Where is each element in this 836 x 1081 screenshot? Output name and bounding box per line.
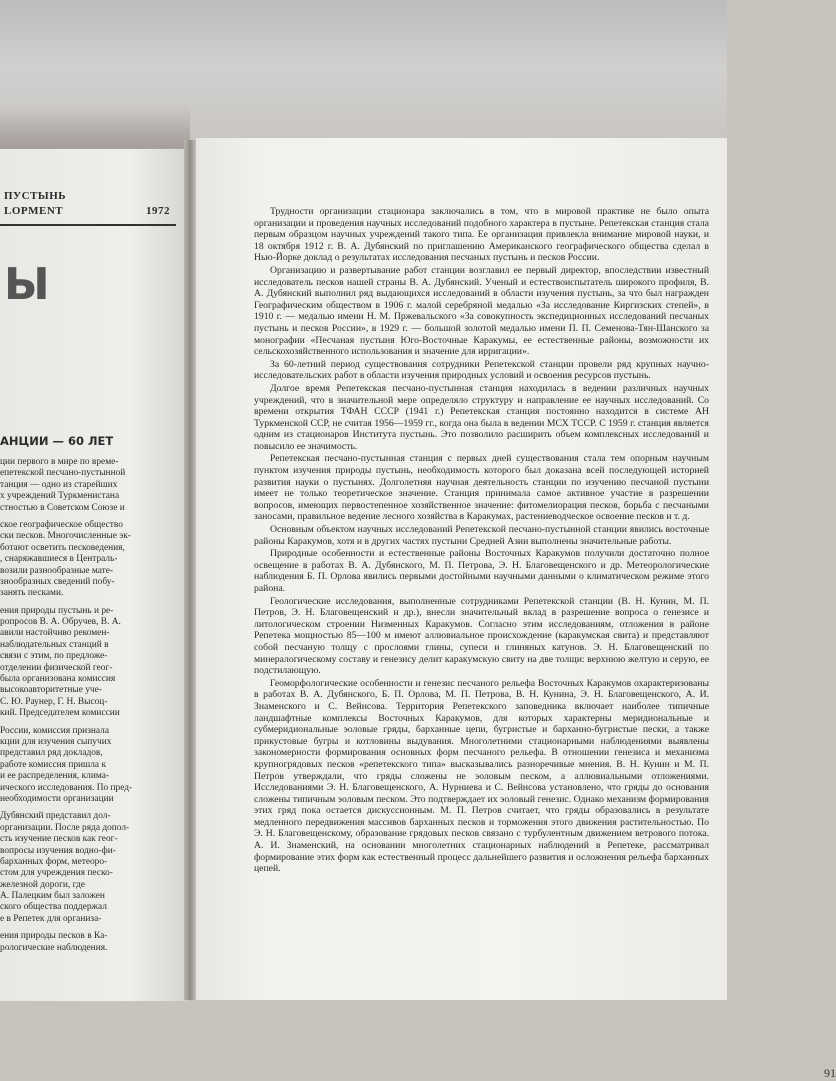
left-page-line: танция — одно из старейших	[0, 479, 118, 490]
left-page-line: знообразных сведений побу-	[0, 576, 115, 587]
header-year: 1972	[146, 205, 170, 217]
left-page-line: железной дороги, где	[0, 879, 85, 890]
left-page-line: была организована комиссия	[0, 674, 116, 685]
right-page-body	[254, 206, 709, 876]
right-page	[196, 138, 836, 1080]
left-page-line: авили настойчиво рекомен-	[0, 628, 110, 639]
left-page-line: х учреждений Туркменистана	[0, 491, 120, 502]
left-page-line: ения природы песков в Ка-	[0, 931, 108, 942]
left-page-line: наблюдательных станций в	[0, 639, 109, 650]
left-page-line: ского общества поддержал	[0, 902, 107, 913]
left-page-line: вопросы изучения водно-фи-	[0, 845, 116, 856]
left-page-line: А. Палецким был заложен	[0, 891, 105, 902]
body-paragraph: За 60-летний период существования сотрудники Репетекской станции провели ряд крупных научно-исследовательских работ в области изучения природных условий и освоения ресурсов пустынь.	[254, 358, 709, 382]
left-page-line: ропросов В. А. Обручев, В. А.	[0, 617, 121, 628]
left-page-line: ции первого в мире по време-	[0, 457, 119, 467]
section-title: АНЦИИ — 60 ЛЕТ	[0, 434, 114, 448]
left-page-line: кий. Председателем комиссии	[0, 708, 120, 719]
left-page-line: работе комиссия пришла к	[0, 759, 106, 770]
left-page-line: епетекской песчано-пустынной	[0, 468, 126, 479]
left-page-line: занять песками.	[0, 588, 64, 599]
left-page-line: высокоавторитетные уче-	[0, 685, 102, 696]
left-page-line: представил ряд докладов,	[0, 748, 103, 759]
left-page-line: ения природы пустынь и ре-	[0, 605, 114, 616]
left-page-line: России, комиссия признала	[0, 725, 110, 736]
left-page-line: ское географическое общество	[0, 519, 123, 530]
left-page-line: С. Ю. Раунер, Г. Н. Высоц-	[0, 696, 108, 707]
left-page-line: отделении физической геог-	[0, 662, 113, 673]
left-page-line: ического исследования. По пред-	[0, 782, 133, 793]
header-line-2: LOPMENT	[4, 205, 64, 217]
header-line-1: ПУСТЫНЬ	[4, 190, 67, 202]
body-paragraph: Геоморфологические особенности и генезис песчаного рельефа Восточных Каракумов охарактеризованы в работах В. А. Дубянского, Б. П. Орлова, М. П. Петрова, В. Н. Кунина, Э. Н. Благовещенского, А. И. Знаменского и С. Вейнсова. Территория Репетекского заповедника включает наиболее типичные ландшафтные комплексы Восточных Каракумов, для которых характерны меридиональные и субмеридиональные эоловые гряды, барханные цепи, бугристые и барханно-бугристые пески, а также прикустовые бугры и котловины выдувания. Многолетними стационарными наблюдениями выявлены закономерности формирования основных форм песчаного рельефа. В отношении генезиса и механизма крупногрядовых песков «репетекского типа» высказывались разноречивые мнения. В. Н. Кунин и М. П. Петров утверждали, что гряды сложены не эоловым песком, а аллювиальными отложениями. Исследованиями Э. Н. Благовещенского, А. Нурниева и С. Вейнсова установлено, что гряды до основания сложены типичным эоловым песком. Это подтверждает их эоловый генезис. Однако механизм формирования этих гряд пока остается дискуссионным. М. П. Петров считает, что гряды образовались в результате медленного передвижения массивов барханных песков и торможения этого движения растительностью. По Э. Н. Благовещенскому, образование грядовых песков связано с турбулентным движением ветрового потока. А. И. Знаменский, на основании многолетних стационарных наблюдений в Репетеке, рассматривал формирование этих форм как естественный процесс дальнейшего развития и осложнения рельефа барханных цепей.	[254, 677, 709, 875]
left-page-line: организации. После ряда допол-	[0, 822, 130, 833]
left-page-line: стностью в Советском Союзе и	[0, 502, 125, 513]
left-page-line: Дубянский представил дол-	[0, 811, 111, 822]
left-page-line: кции для изучения сыпучих	[0, 736, 112, 747]
left-page-column	[0, 457, 182, 954]
left-page-header	[4, 189, 180, 219]
left-page-line: сть изучение песков как геог-	[0, 834, 118, 845]
left-page-line: ски песков. Многочисленные эк-	[0, 531, 131, 542]
body-paragraph: Трудности организации стационара заключались в том, что в мировой практике не было опыта организации и проведения научных исследований подобного характера в пустыне. Репетекская станция стала первым образцом научных учреждений такого типа. Ее организация привлекла внимание мировой науки, и 18 октября 1912 г. В. А. Дубянский по приглашению Американского географического общества сделал в Нью-Йорке доклад о результатах исследования песчаных пустынь и песков России.	[254, 206, 709, 264]
body-paragraph: Репетекская песчано-пустынная станция с первых дней существования стала тем опорным научным пунктом изучения природы пустынь, необходимость которого был доказана всей последующей историей развития науки о пустынях. Долголетняя научная деятельность станции по изучению песчаной пустыни имеет не только теоретическое значение. Станция принимала самое активное участие в разрешении вопросов, имеющих первостепенное хозяйственное значение: фитомелиорация песков, борьба с песчаными заносами, правильное ведение лесного хозяйства в Каракумах, растениеводческое освоение песков и т. д.	[254, 453, 709, 523]
body-paragraph: Геологические исследования, выполненные сотрудниками Репетекской станции (В. Н. Кунин, М. П. Петров, Э. Н. Благовещенский и др.), внесли значительный вклад в разрешение вопроса о генезисе и литологическом строении Низменных Каракумов. Согласно этим исследованиям, отложения в районе Репетека мощностью 85—100 м имеют аллювиальное происхождение (каракумская свита) и представляют собой песчаную толщу с прослоями глины, супеси и глиняных катунов. Э. Н. Благовещенский по минералогическому составу и генезису делит каракумскую свиту на две толщи: верхнюю желтую и серую, ее подстилающую.	[254, 595, 709, 677]
left-page-line: барханных форм, метеоро-	[0, 856, 108, 867]
body-paragraph: Природные особенности и естественные районы Восточных Каракумов получили достаточно полное освещение в работах В. А. Дубянского, М. П. Петрова, Э. Н. Благовещенского и др. Метеорологические наблюдения Б. П. Орлова явились первыми достойными научными данными о климатическом режиме этого района.	[254, 548, 709, 594]
body-paragraph: Основным объектом научных исследований Репетекской песчано-пустынной станции явились восточные районы Каракумов, хотя и в других частях пустыни Средней Азии выполнены значительные работы.	[254, 524, 709, 547]
body-paragraph: Долгое время Репетекская песчано-пустынная станция находилась в ведении различных научных учреждений, что в значительной мере определяло структуру и направление ее научных исследований. Со времени открытия ТФАН СССР (1941 г.) Репетекская станция постоянно находится в системе АН Туркменской ССР, не считая 1956—1959 гг., когда она была в ведении МСХ ТССР. С 1959 г. станция является одним из стационаров Института пустынь. Это позволило расширить объем комплексных исследований и повысило ее значимость.	[254, 382, 709, 452]
left-page-line: , снаряжавшиеся в Централь-	[0, 554, 118, 565]
left-page-line: стом для учреждения песко-	[0, 868, 113, 879]
left-page-line: рологические наблюдения.	[0, 942, 108, 953]
left-page-line: связи с этим, по предложе-	[0, 651, 108, 662]
title-fragment: Ы	[4, 259, 50, 310]
left-page-line: необходимости организации	[0, 793, 114, 804]
left-page-line: возили разнообразные мате-	[0, 565, 114, 576]
body-paragraph: Организацию и развертывание работ станции возглавил ее первый директор, впоследствии известный исследователь песков нашей страны В. А. Дубянский. Ученый и естествоиспытатель широкого профиля, В. А. Дубянский выполнил ряд выдающихся исследований в области изучения пустынь, за что был награжден Географическим обществом в 1906 г. малой серебряной медалью «За исследование Киргизских степей», в 1910 г. — медалью имени Н. М. Пржевальского «За совокупность экспедиционных исследований песчаных пустынь и песков России», в 1929 г. — большой золотой медалью имени П. П. Семенова-Тян-Шанского за монографии «Песчаная пустыня Юго-Восточные Каракумы, ее естественные районы, возможности их сельскохозяйственного использования и значение для ирригации».	[254, 264, 709, 358]
page-number: 91	[824, 1066, 836, 1080]
left-page-line: ботают осветить песковедения,	[0, 542, 125, 553]
left-page-line: и ее распределения, клима-	[0, 771, 109, 782]
header-rule	[0, 224, 176, 226]
left-page	[0, 148, 186, 1001]
left-page-line: е в Репетек для организа-	[0, 913, 102, 924]
